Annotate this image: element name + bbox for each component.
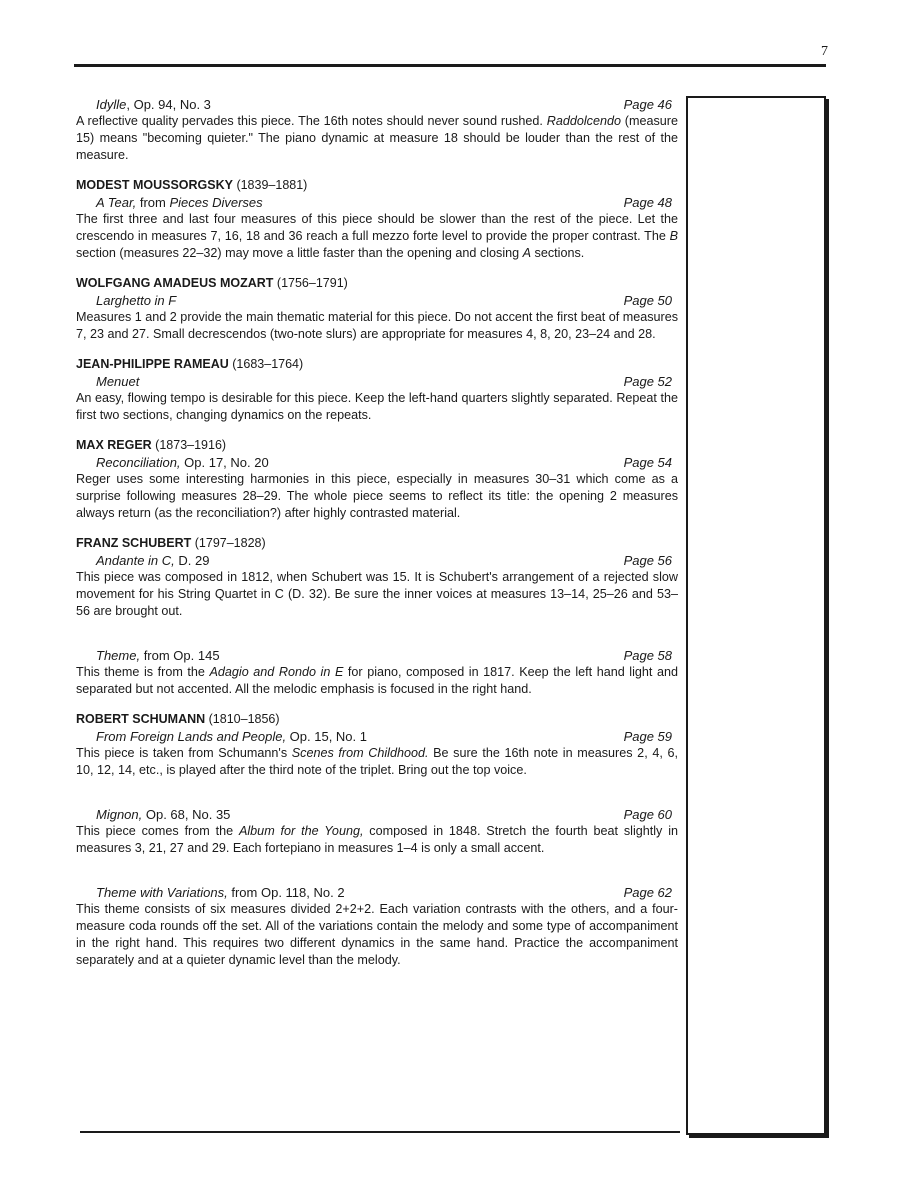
page-reference: Page 56	[623, 553, 672, 568]
piece-title: Reconciliation, Op. 17, No. 20	[96, 455, 269, 470]
page-reference: Page 46	[623, 97, 672, 112]
bottom-rule	[80, 1131, 680, 1133]
piece-line	[76, 728, 678, 745]
spacer	[76, 870, 678, 884]
entry-schubert-andante	[76, 535, 678, 620]
piece-line	[76, 194, 678, 211]
side-box	[686, 96, 826, 1135]
page-reference: Page 60	[623, 807, 672, 822]
composer-heading: MODEST MOUSSORGSKY (1839–1881)	[76, 178, 308, 192]
description: A reflective quality pervades this piece. The 16th notes should never sound rushed. Raddolcendo (measure 15) means "becoming quieter." The piano dynamic at measure 18 should be louder than the rest of the measure.	[76, 114, 678, 162]
content	[76, 96, 678, 982]
composer-heading: WOLFGANG AMADEUS MOZART (1756–1791)	[76, 276, 348, 290]
piece-title: A Tear, from Pieces Diverses	[96, 195, 263, 210]
entry-rameau	[76, 356, 678, 424]
entry-mignon	[76, 806, 678, 857]
piece-title: Andante in C, D. 29	[96, 553, 210, 568]
piece-line	[76, 96, 678, 113]
piece-line	[76, 806, 678, 823]
description: This theme consists of six measures divided 2+2+2. Each variation contrasts with the others, and a four-measure coda rounds off the set. All of the variations contain the melody and some type of accompaniment in the right hand. This requires two different dynamics in the same hand. Practice the accompaniment separately and at a quieter dynamic level than the melody.	[76, 902, 678, 967]
page-number: 7	[821, 44, 828, 59]
piece-title: Theme, from Op. 145	[96, 648, 220, 663]
description: This piece is taken from Schumann's Scenes from Childhood. Be sure the 16th note in measures 2, 4, 6, 10, 12, 14, etc., is played after the third note of the triplet. Bring out the top voice.	[76, 746, 678, 777]
entry-schumann-foreign-lands	[76, 711, 678, 779]
spacer	[76, 633, 678, 647]
entry-reger	[76, 437, 678, 522]
composer-heading: ROBERT SCHUMANN (1810–1856)	[76, 712, 280, 726]
spacer	[76, 792, 678, 806]
page-reference: Page 52	[623, 374, 672, 389]
entry-moussorgsky	[76, 177, 678, 262]
piece-title: Idylle, Op. 94, No. 3	[96, 97, 211, 112]
piece-line	[76, 647, 678, 664]
piece-title: From Foreign Lands and People, Op. 15, No. 1	[96, 729, 367, 744]
entry-schubert-theme	[76, 647, 678, 698]
page-reference: Page 50	[623, 293, 672, 308]
entry-idylle	[76, 96, 678, 164]
description: Measures 1 and 2 provide the main thematic material for this piece. Do not accent the first beat of measures 7, 23 and 27. Small decrescendos (two-note slurs) are appropriate for measures 4, 8, 20, 23–24 and 28.	[76, 310, 679, 341]
piece-line	[76, 454, 678, 471]
piece-title: Mignon, Op. 68, No. 35	[96, 807, 231, 822]
piece-line	[76, 884, 678, 901]
description: The first three and last four measures of this piece should be slower than the rest of the piece. Let the crescendo in measures 7, 16, 18 and 36 reach a full mezzo forte level to provide the proper contrast. The B section (measures 22–32) may move a little faster than the opening and closing A sections.	[76, 212, 678, 260]
entry-mozart	[76, 275, 678, 343]
description: Reger uses some interesting harmonies in this piece, especially in measures 30–31 which come as a surprise following measures 28–29. The whole piece seems to reflect its title: the opening 2 measures always return (as the reconciliation?) after highly contrasted material.	[76, 472, 678, 520]
top-rule	[74, 64, 826, 67]
entry-theme-with-variations	[76, 884, 678, 969]
composer-heading: FRANZ SCHUBERT (1797–1828)	[76, 536, 266, 550]
description: An easy, flowing tempo is desirable for this piece. Keep the left-hand quarters slightly separated. Repeat the first two sections, changing dynamics on the repeats.	[76, 391, 678, 422]
description: This piece comes from the Album for the Young, composed in 1848. Stretch the fourth beat slightly in measures 3, 21, 27 and 29. Each fortepiano in measures 1–4 is only a small accent.	[76, 824, 679, 855]
description: This theme is from the Adagio and Rondo in E for piano, composed in 1817. Keep the left hand light and separated but not accented. All the melodic emphasis is focused in the right hand.	[76, 665, 678, 696]
page-reference: Page 59	[623, 729, 672, 744]
page-reference: Page 62	[623, 885, 672, 900]
piece-title: Larghetto in F	[96, 293, 177, 308]
piece-title: Theme with Variations, from Op. 118, No. 2	[96, 885, 345, 900]
piece-line	[76, 373, 678, 390]
page-reference: Page 58	[623, 648, 672, 663]
composer-heading: MAX REGER (1873–1916)	[76, 438, 227, 452]
description: This piece was composed in 1812, when Schubert was 15. It is Schubert's arrangement of a rejected slow movement for his String Quartet in C (D. 32). Be sure the inner voices at measures 13–14, 25–26 and 53–56 are brought out.	[76, 570, 678, 618]
page-reference: Page 54	[623, 455, 672, 470]
composer-heading: JEAN-PHILIPPE RAMEAU (1683–1764)	[76, 357, 304, 371]
piece-line	[76, 292, 678, 309]
page-reference: Page 48	[623, 195, 672, 210]
piece-title: Menuet	[96, 374, 140, 389]
piece-line	[76, 552, 678, 569]
